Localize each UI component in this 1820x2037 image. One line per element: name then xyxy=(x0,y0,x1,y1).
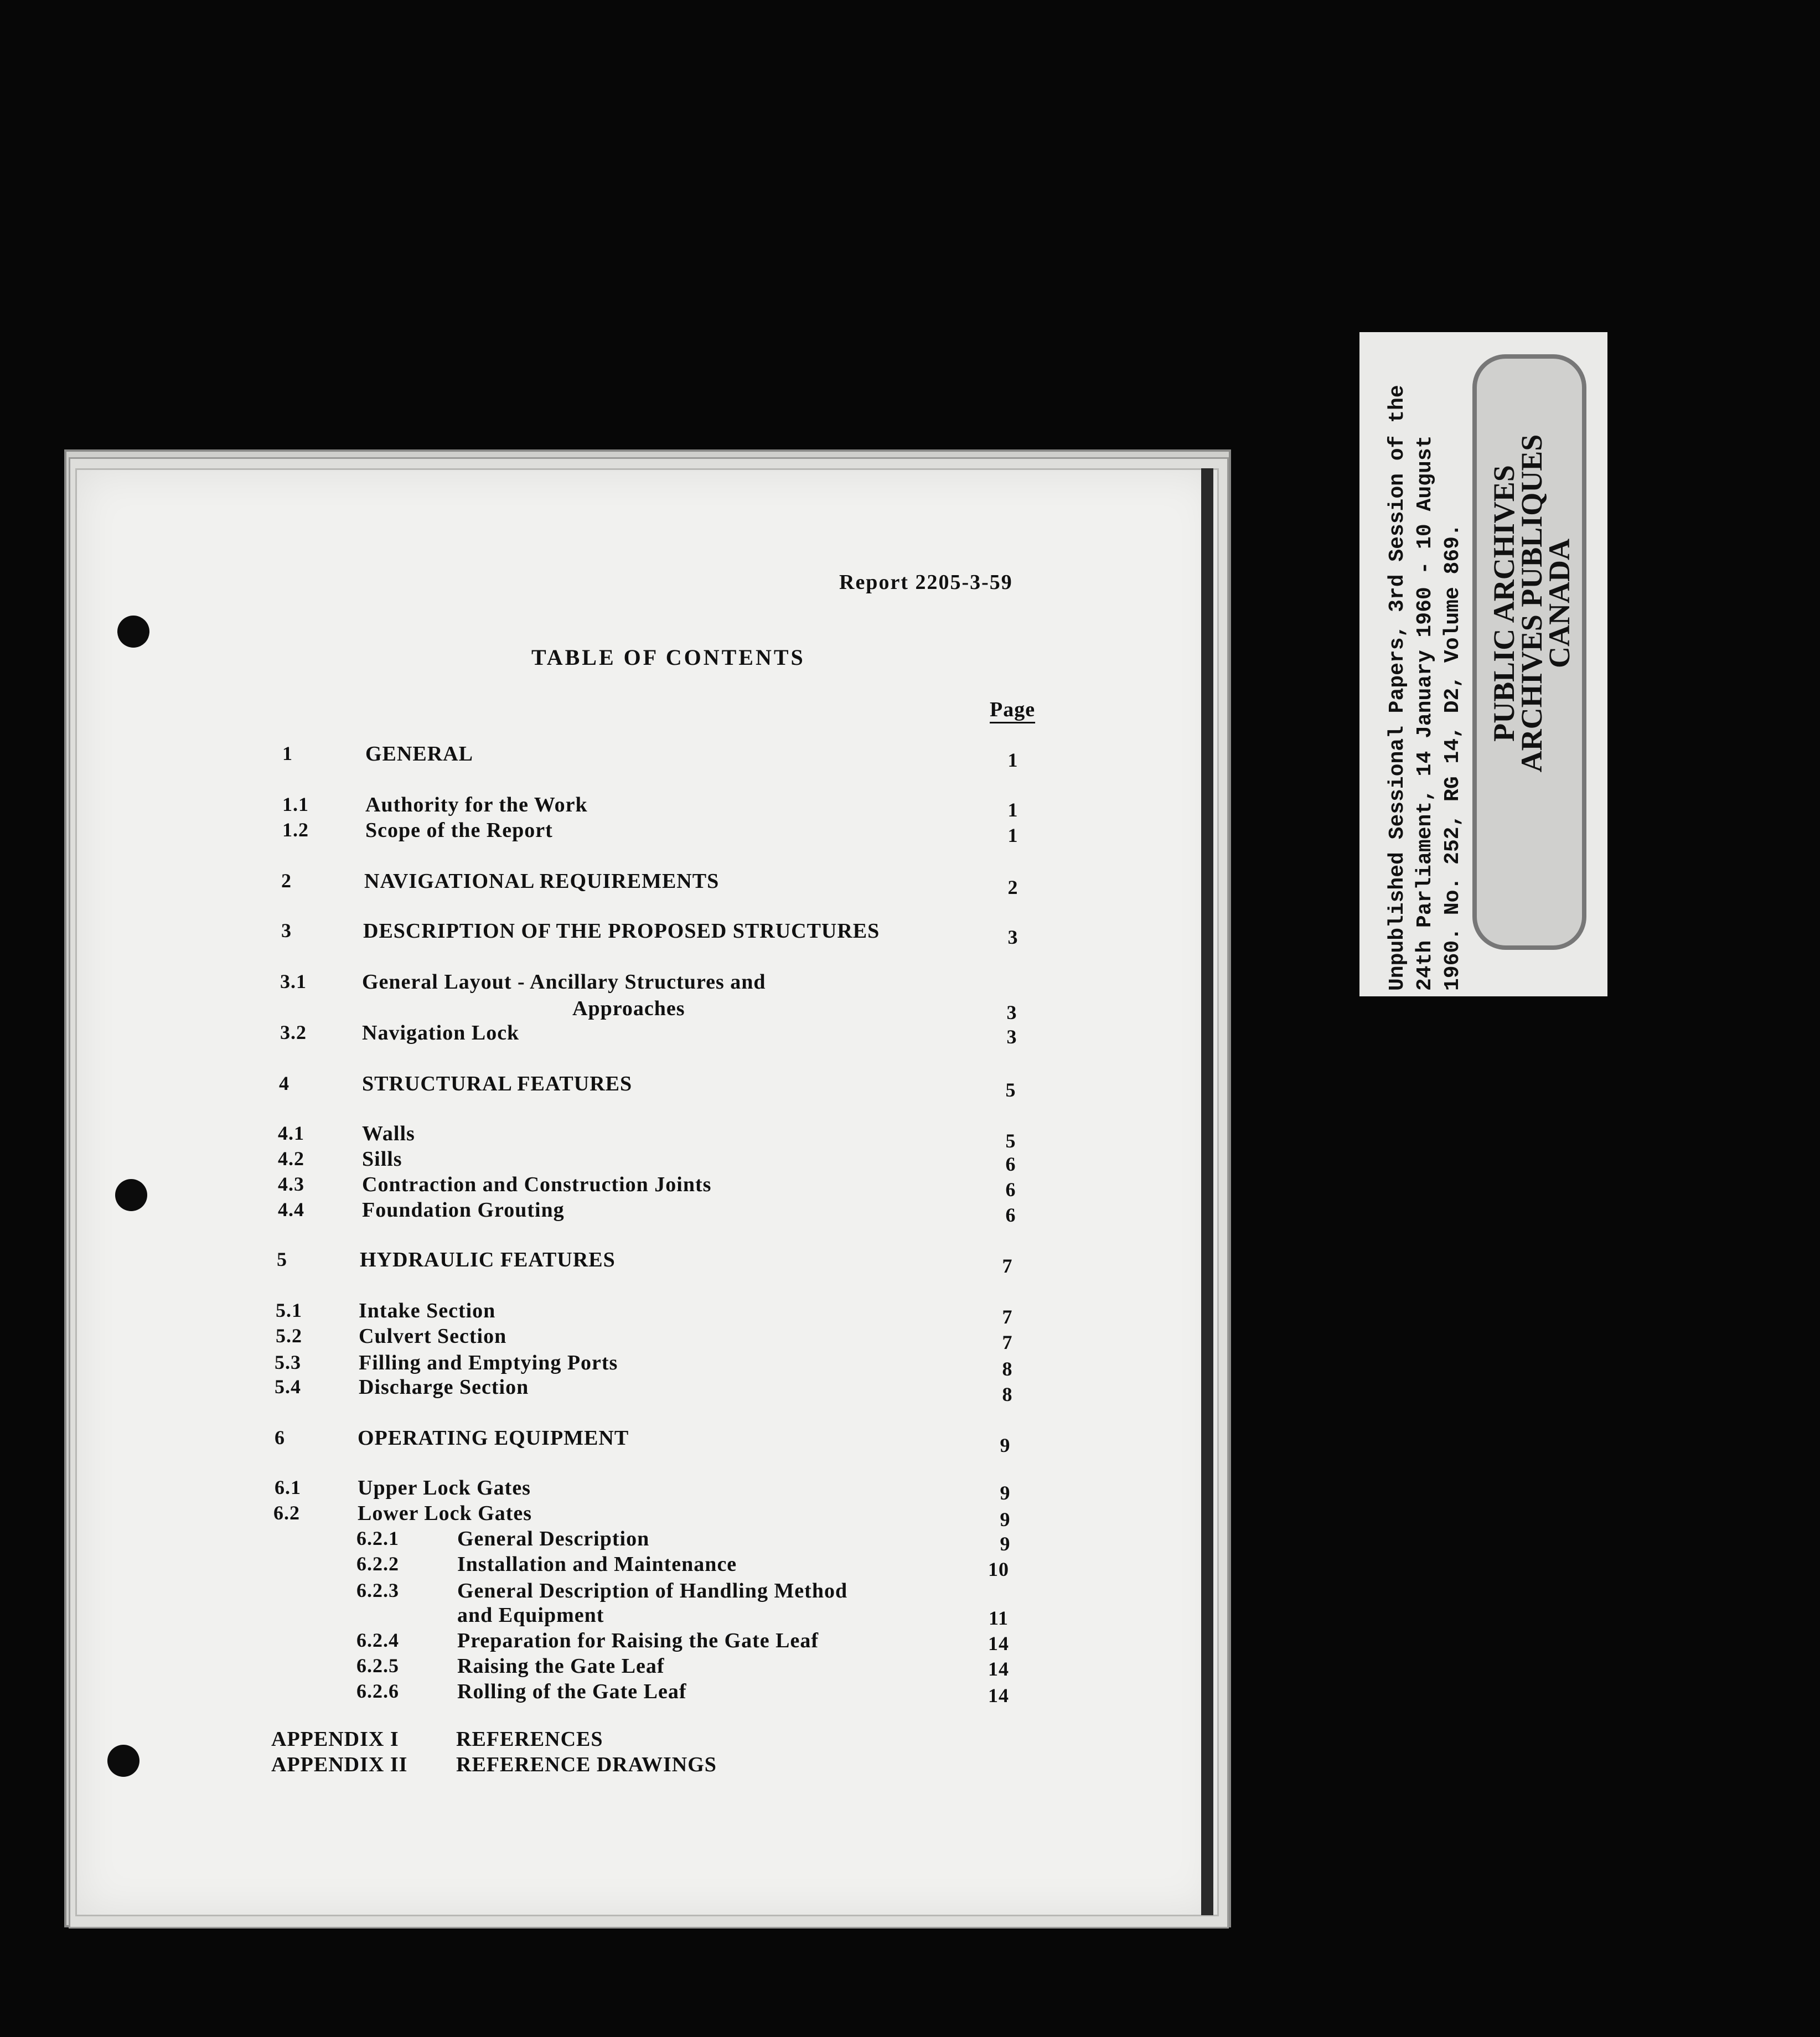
toc-entry-number: 4.2 xyxy=(278,1147,304,1170)
toc-entry-number: 6.2.3 xyxy=(356,1579,399,1601)
toc-entry-title: Culvert Section xyxy=(359,1325,507,1348)
toc-entry-title: Walls xyxy=(362,1122,415,1145)
toc-entry-page: 1 xyxy=(1007,799,1018,821)
toc-entry-title: NAVIGATIONAL REQUIREMENTS xyxy=(364,870,720,893)
toc-entry-page: 2 xyxy=(1007,876,1018,898)
toc-entry-number: 3.1 xyxy=(280,970,307,992)
toc-entry-number: 6.2.6 xyxy=(356,1680,399,1702)
punch-hole-top xyxy=(117,616,149,648)
punch-hole-middle xyxy=(115,1179,147,1211)
appendix-number: APPENDIX II xyxy=(271,1753,408,1776)
toc-entry-number: 2 xyxy=(281,870,292,892)
toc-entry-page: 7 xyxy=(1002,1306,1013,1328)
toc-entry-number: 6.2.2 xyxy=(356,1553,399,1575)
appendix-number: APPENDIX I xyxy=(271,1728,399,1751)
toc-entry-title: Preparation for Raising the Gate Leaf xyxy=(457,1629,819,1652)
toc-entry-title: General Description of Handling Method xyxy=(457,1579,848,1602)
toc-entry-number: 4.4 xyxy=(278,1198,304,1221)
punch-hole-bottom xyxy=(107,1745,139,1777)
toc-entry-number: 4 xyxy=(279,1072,289,1094)
toc-entry-page: 5 xyxy=(1005,1079,1016,1101)
archive-label-line: 24th Parliament, 14 January 1960 - 10 August xyxy=(1413,435,1437,991)
toc-entry-title: STRUCTURAL FEATURES xyxy=(362,1072,633,1095)
toc-entry-title: Authority for the Work xyxy=(365,793,588,816)
toc-entry-page: 9 xyxy=(1000,1533,1011,1555)
toc-entry-page: 7 xyxy=(1002,1255,1013,1277)
toc-entry-number: 3.2 xyxy=(280,1021,307,1043)
toc-entry-page: 9 xyxy=(1000,1434,1011,1456)
toc-entry-title: Rolling of the Gate Leaf xyxy=(457,1680,687,1703)
report-number: Report 2205-3-59 xyxy=(839,571,1013,594)
toc-entry-number: 6.1 xyxy=(275,1476,301,1498)
toc-title: TABLE OF CONTENTS xyxy=(531,645,805,670)
toc-entry-number: 1.2 xyxy=(282,819,309,841)
toc-entry-number: 1 xyxy=(282,742,293,764)
toc-entry-number: 5.1 xyxy=(276,1299,302,1321)
toc-entry-number: 6.2.1 xyxy=(356,1527,399,1549)
toc-entry-page: 6 xyxy=(1005,1153,1016,1175)
toc-entry-number: 6.2 xyxy=(273,1502,300,1524)
toc-entry-number: 6.2.4 xyxy=(356,1629,399,1651)
toc-entry-page: 8 xyxy=(1002,1383,1013,1405)
stamp-line: PUBLIC ARCHIVES xyxy=(1487,465,1521,742)
toc-entry-number: 6 xyxy=(275,1426,285,1449)
toc-entry-page: 1 xyxy=(1007,824,1018,846)
toc-entry-title: Navigation Lock xyxy=(362,1021,520,1045)
toc-entry-page: 10 xyxy=(988,1558,1009,1580)
toc-entry-number: 5.4 xyxy=(275,1376,301,1398)
toc-entry-title: Sills xyxy=(362,1147,402,1171)
toc-entry-title: OPERATING EQUIPMENT xyxy=(358,1426,629,1450)
toc-entry-page: 3 xyxy=(1006,1001,1017,1023)
stamp-line: CANADA xyxy=(1543,539,1576,668)
toc-entry-title: Scope of the Report xyxy=(365,819,553,842)
toc-entry-page: 3 xyxy=(1006,1026,1017,1048)
toc-entry-page: 6 xyxy=(1005,1178,1016,1201)
toc-entry-number: 5.3 xyxy=(275,1351,301,1373)
toc-entry-title: Discharge Section xyxy=(359,1376,529,1399)
toc-entry-title: GENERAL xyxy=(365,742,473,766)
toc-entry-page: 9 xyxy=(1000,1482,1011,1504)
toc-entry-page: 7 xyxy=(1002,1331,1013,1353)
archive-stamp-text xyxy=(1487,332,1576,875)
toc-entry-page: 14 xyxy=(988,1658,1009,1680)
toc-entry-page: 1 xyxy=(1007,749,1018,771)
toc-entry-page: 5 xyxy=(1005,1130,1016,1152)
archive-label-line: 1960. No. 252, RG 14, D2, Volume 869. xyxy=(1441,524,1465,991)
toc-entry-page: 11 xyxy=(988,1607,1009,1629)
appendix-title: REFERENCES xyxy=(456,1728,603,1751)
toc-entry-number: 4.3 xyxy=(278,1173,304,1195)
toc-entry-number: 5 xyxy=(277,1248,287,1270)
toc-entry-title: Intake Section xyxy=(359,1299,496,1322)
toc-entry-number: 5.2 xyxy=(276,1325,302,1347)
toc-entry-page: 8 xyxy=(1002,1358,1013,1380)
toc-entry-number: 4.1 xyxy=(278,1122,304,1144)
toc-entry-title: General Description xyxy=(457,1527,650,1550)
toc-entry-number: 3 xyxy=(281,919,292,942)
appendix-title: REFERENCE DRAWINGS xyxy=(456,1753,717,1776)
toc-entry-number: 6.2.5 xyxy=(356,1655,399,1677)
archive-label-text xyxy=(1384,327,1467,991)
toc-entry-page: 9 xyxy=(1000,1508,1011,1531)
toc-entry-title: Installation and Maintenance xyxy=(457,1553,737,1576)
toc-entry-page: 6 xyxy=(1005,1204,1016,1226)
toc-entry-title: General Layout - Ancillary Structures and xyxy=(362,970,766,994)
toc-entry-page: 14 xyxy=(988,1684,1009,1707)
toc-entry-title: Lower Lock Gates xyxy=(358,1502,532,1525)
toc-entry-title: DESCRIPTION OF THE PROPOSED STRUCTURES xyxy=(363,919,880,943)
toc-entry-title-continued: Approaches xyxy=(572,997,685,1020)
toc-entry-number: 1.1 xyxy=(282,793,309,815)
toc-entry-title: Foundation Grouting xyxy=(362,1198,565,1222)
toc-entry-title: Raising the Gate Leaf xyxy=(457,1655,665,1678)
toc-entry-title: Upper Lock Gates xyxy=(358,1476,531,1500)
page-edge-shadow xyxy=(1201,468,1213,1915)
archive-label-line: Unpublished Sessional Papers, 3rd Session of the xyxy=(1385,385,1409,991)
toc-entry-title-continued: and Equipment xyxy=(457,1604,604,1627)
toc-entry-page: 14 xyxy=(988,1632,1009,1655)
toc-entry-title: Contraction and Construction Joints xyxy=(362,1173,712,1196)
toc-entry-title: HYDRAULIC FEATURES xyxy=(360,1248,616,1271)
toc-entry-title: Filling and Emptying Ports xyxy=(359,1351,618,1374)
stamp-line: ARCHIVES PUBLIQUES xyxy=(1515,434,1548,773)
toc-entry-page: 3 xyxy=(1007,926,1018,948)
page-column-header: Page xyxy=(990,698,1036,721)
